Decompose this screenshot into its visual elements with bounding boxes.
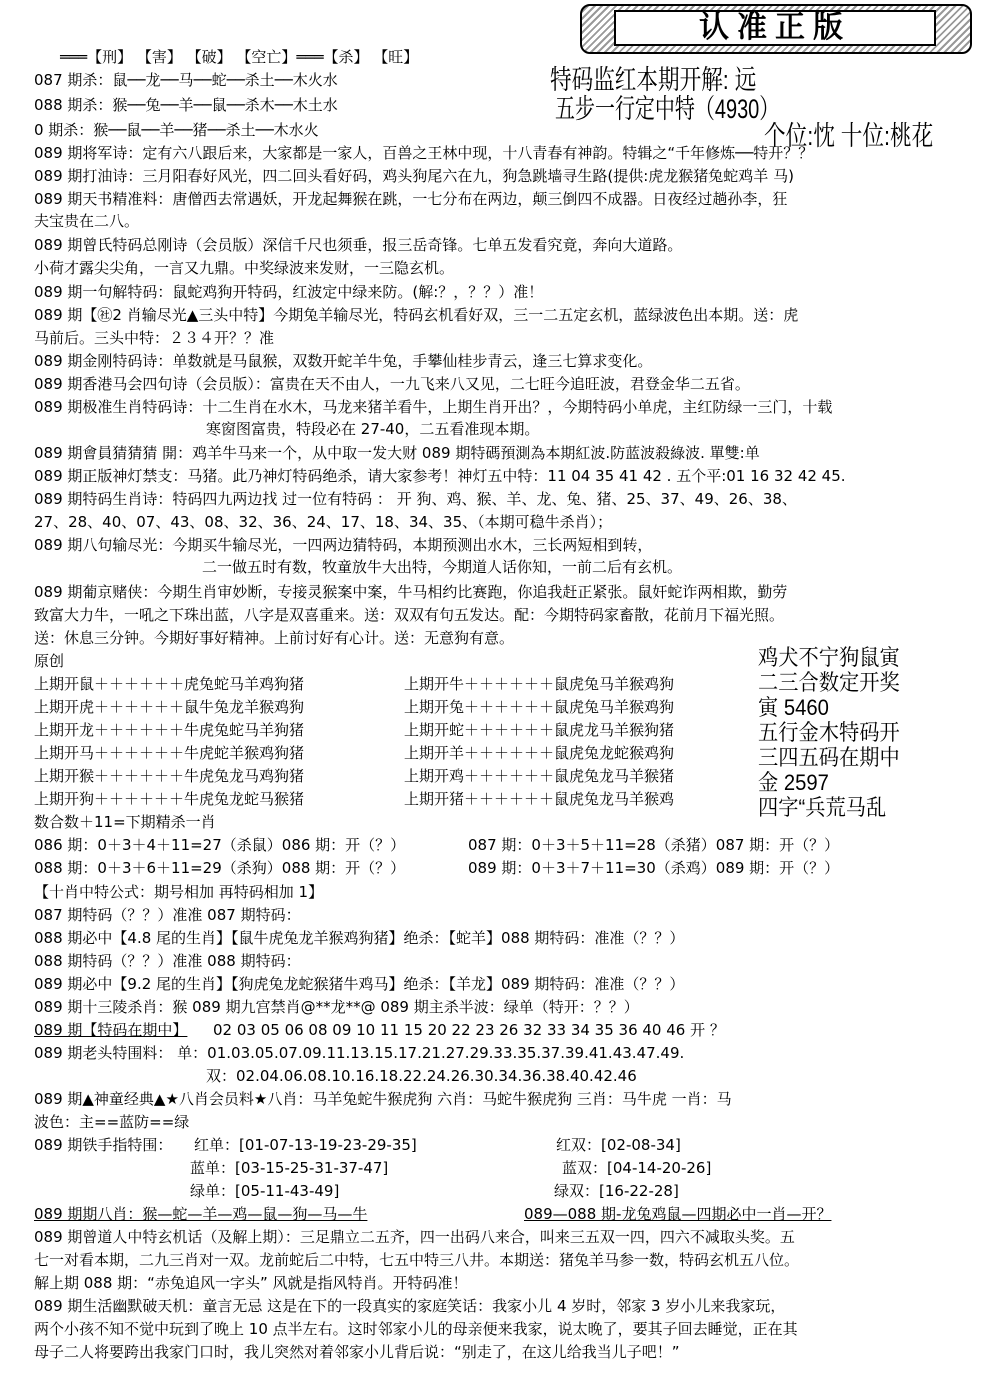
body-line: 089 期一句解特码：鼠蛇鸡狗开特码，红波定中绿来防。(解:？，？？）准！ [34,283,544,301]
end-line: 089 期生活幽默破天机：童言无忌 这是在下的一段真实的家庭笑话：我家小儿 4 岁时，邻家 3 岁小儿来我家玩， [34,1297,786,1315]
body-line: 089 期曾氏特码总刚诗（会员版）深信千尺也须垂，报三岳奇锋。七单五发看究竟，奔向大道路。 [34,236,683,254]
wave-color-line: 波色：主==蓝防==绿 [34,1113,190,1131]
body-line: 089 期特码生肖诗：特码四九两边找 过一位有特码 ： 开 狗、鸡、猴、羊、龙、兔、猪、25、37、49、26、38、 [34,490,797,508]
side-poem-line: 二三合数定开奖 [758,670,900,695]
divine-line: 089 期▲神童经典▲★八肖会员料★八肖：马羊兔蛇牛猴虎狗 六肖：马蛇牛猴虎狗 三肖：马牛虎 一肖：马 [34,1090,732,1108]
iron-label: 089 期铁手指特围： [34,1136,173,1154]
red-even: 红双：[02-08-34] [556,1136,681,1154]
kill-row-088: 088 期杀：猴──兔──羊──鼠──杀木──木土水 [34,96,338,114]
original-right-row: 上期开鸡＋＋＋＋＋＋鼠虎兔龙马羊猴猪 [404,767,675,785]
lower-line: 089 期必中【9.2 尾的生肖】【狗虎兔龙蛇猴猪牛鸡马】绝杀：【羊龙】089 期特码：准准（？？） [34,975,685,993]
body-line: 夫宝贵在二八。 [34,212,140,230]
original-label: 原创 [34,652,65,670]
body-line: 089 期【㊓2 肖输尽光▲三头中特】今期兔羊输尽光，特码玄机看好双，三一二五定玄机，蓝绿波色出本期。送：虎 [34,306,799,324]
original-left-row: 上期开鼠＋＋＋＋＋＋虎兔蛇马羊鸡狗猪 [34,675,305,693]
original-left-row: 上期开龙＋＋＋＋＋＋牛虎兔蛇马羊狗猪 [34,721,305,739]
original-right-row: 上期开羊＋＋＋＋＋＋鼠虎兔龙蛇猴鸡狗 [404,744,675,762]
blue-even: 蓝双：[04-14-20-26] [562,1159,712,1177]
formula-title: 数合数＋11=下期精杀一肖 [34,813,216,831]
body-line: 马前后。三头中特：２３４开？？准 [34,329,275,347]
big-line-2: 五步一行定中特（4930） [555,94,780,124]
side-poem-line: 鸡犬不宁狗鼠寅 [758,645,900,670]
body-line: 089 期将军诗：定有六八跟后来，大家都是一家人，百兽之王林中现，十八青春有神韵。特辑之“千年修炼──特开？？ [34,144,814,162]
authentic-stamp [580,4,972,54]
lower-line: 【十肖中特公式：期号相加 再特码相加 1】 [34,883,324,901]
side-poem-line: 金 2597 [758,770,829,795]
green-odd: 绿单：[05-11-43-49] [190,1182,340,1200]
formula-row: 087 期：0＋3＋5＋11=28（杀猪）087 期：开（？） [468,836,840,854]
lower-line: 089 期十三陵杀肖：猴 089 期九宫禁肖@**龙**@ 089 期主杀半波：绿单（特开：？？） [34,998,639,1016]
body-line: 089 期打油诗：三月阳春好风光，四二回头看好码，鸡头狗尾六在九，狗急跳墙寻生路(提供:虎龙猴猪兔蛇鸡羊 马) [34,167,794,185]
blue-odd: 蓝单：[03-15-25-31-37-47] [190,1159,389,1177]
body-line: 27、28、40、07、43、08、32、36、24、17、18、34、35、（本期可稳牛杀肖）； [34,513,613,531]
original-right-row: 上期开兔＋＋＋＋＋＋鼠虎兔马羊猴鸡狗 [404,698,675,716]
side-poem-line: 三四五码在期中 [758,745,900,770]
original-right-row: 上期开蛇＋＋＋＋＋＋鼠虎龙马羊猴狗猪 [404,721,675,739]
end-line: 两个小孩不知不觉中玩到了晚上 10 点半左右。这时邻家小儿的母亲便来我家，说太晚了，要其子回去睡觉，正在其 [34,1320,798,1338]
oldhead-odd: 089 期老头特围料： 单：01.03.05.07.09.11.13.15.17.21.27.29.33.35.37.39.41.43.47.49. [34,1044,685,1062]
body-line: 二一做五时有数，牧童放牛大出特，今期道人话你知，一前二后有玄机。 [202,558,683,576]
lower-line: 088 期特码（？？）准准 088 期特码： [34,952,301,970]
body-line: 089 期天书精准料：唐僧西去常遇妖，开龙起舞猴在跳，一七分布在两边，颠三倒四不成器。日夜经过趟孙李，狂 [34,190,788,208]
body-line: 089 期會員猜猜猜 開：鸡羊牛马来一个，从中取一发大财 089 期特碼預測為本期紅波.防蓝波殺綠波. 單雙:单 [34,444,760,462]
body-line: 089 期香港马会四句诗（会员版）：富贵在天不由人，一九飞来八又见，二七旺今追旺波，君登金华二五省。 [34,375,750,393]
original-left-row: 上期开狗＋＋＋＋＋＋牛虎兔龙蛇马猴猪 [34,790,305,808]
oldhead-even: 双：02.04.06.08.10.16.18.22.24.26.30.34.36.38.40.42.46 [206,1067,637,1085]
body-line: 089 期正版神灯禁支：马猪。此乃神灯特码绝杀，请大家参考！神灯五中特：11 04 35 41 42 . 五个平:01 16 32 42 45. [34,467,846,485]
body-line: 寒窗图富贵，特段必在 27-40，二五看准现本期。 [206,420,540,438]
original-right-row: 上期开猪＋＋＋＋＋＋鼠虎兔龙马羊猴鸡 [404,790,675,808]
original-right-row: 上期开牛＋＋＋＋＋＋鼠虎兔马羊猴鸡狗 [404,675,675,693]
body-line: 089 期金刚特码诗：单数就是马鼠猴，双数开蛇羊牛兔，手攀仙桂步青云，逢三七算求变化。 [34,352,653,370]
in-period-numbers: 02 03 05 06 08 09 10 11 15 20 22 23 26 32 33 34 35 36 40 46 开 ？ [213,1021,725,1039]
body-line: 小荷才露尖尖角，一言又九鼎。中奖绿波来发财，一三隐玄机。 [34,259,455,277]
formula-row: 088 期：0＋3＋6＋11=29（杀狗）088 期：开（？） [34,859,406,877]
formula-row: 089 期：0＋3＋7＋11=30（杀鸡）089 期：开（？） [468,859,840,877]
eight-zodiac-right: 089—088 期-龙兔鸡鼠—四期必中一肖—开？ [524,1205,832,1223]
side-poem-line: 四字“兵荒马乱 [758,795,887,820]
original-left-row: 上期开虎＋＋＋＋＋＋鼠牛兔龙羊猴鸡狗 [34,698,305,716]
kill-row-089: 0 期杀：猴──鼠──羊──猪──杀土──木水火 [34,121,319,139]
green-even: 绿双：[16-22-28] [554,1182,679,1200]
body-line: 送：休息三分钟。今期好事好精神。上前讨好有心计。送：无意狗有意。 [34,629,515,647]
big-line-1: 特码监红本期开解: 远 [550,65,757,95]
side-poem-line: 五行金木特码开 [758,720,900,745]
stamp-text: 认准正版 [614,10,936,46]
lower-line: 088 期必中【4.8 尾的生肖】【鼠牛虎兔龙羊猴鸡狗猪】绝杀：【蛇羊】088 期特码：准准（？？） [34,929,685,947]
body-line: 089 期极准生肖特码诗：十二生肖在水木，马龙来猪羊看牛，上期生肖开出？，今期特码小单虎，主红防绿一三门，十载 [34,398,833,416]
end-line: 母子二人将要跨出我家门口时，我儿突然对着邻家小儿背后说：“别走了，在这儿给我当儿子吧！” [34,1343,680,1361]
in-period-label: 089 期【特码在期中】 [34,1021,188,1039]
side-poem-line: 寅 5460 [758,695,829,720]
legend-row: ═══【刑】 【害】 【破】 【空亡】═══【杀】 【旺】 [60,48,419,66]
eight-zodiac-left: 089 期期八肖：猴—蛇—羊—鸡—鼠—狗—马—牛 [34,1205,368,1223]
big-line-3: 个位:忱 十位:桃花 [764,121,934,151]
lower-line: 087 期特码（？？）准准 087 期特码： [34,906,301,924]
formula-row: 086 期：0＋3＋4＋11=27（杀鼠）086 期：开（？） [34,836,406,854]
end-line: 解上期 088 期：“赤兔追风一字头” 风就是指风特肖。开特码准！ [34,1274,468,1292]
original-left-row: 上期开猴＋＋＋＋＋＋牛虎兔龙马鸡狗猪 [34,767,305,785]
red-odd: 红单：[01-07-13-19-23-29-35] [194,1136,417,1154]
body-line: 089 期葡京赌侠：今期生肖审妙断，专接灵猴案中案，牛马相约比赛跑，你追我赶正紧张。鼠奸蛇诈两相欺，勤劳 [34,583,788,601]
kill-row-087: 087 期杀：鼠──龙──马──蛇──杀土──木火水 [34,71,338,89]
end-line: 七一对看本期，二九三肖对一双。龙前蛇后二中特，七五中特三八井。本期送：猪兔羊马参一数，特码玄机五八位。 [34,1251,800,1269]
body-line: 089 期八句输尽光：今期买牛输尽光，一四两边猜特码，本期预测出水木，三长两短相到转， [34,536,653,554]
end-line: 089 期曾道人中特玄机话（及解上期）：三足鼎立二五齐，四一出码八来合，叫来三五双一四，四六不减取头奖。五 [34,1228,795,1246]
original-left-row: 上期开马＋＋＋＋＋＋牛虎蛇羊猴鸡狗猪 [34,744,305,762]
body-line: 致富大力牛，一吼之下珠出蓝，八字是双喜重来。送：双双有句五发达。配：今期特码家畜散，花前月下福光照。 [34,606,785,624]
